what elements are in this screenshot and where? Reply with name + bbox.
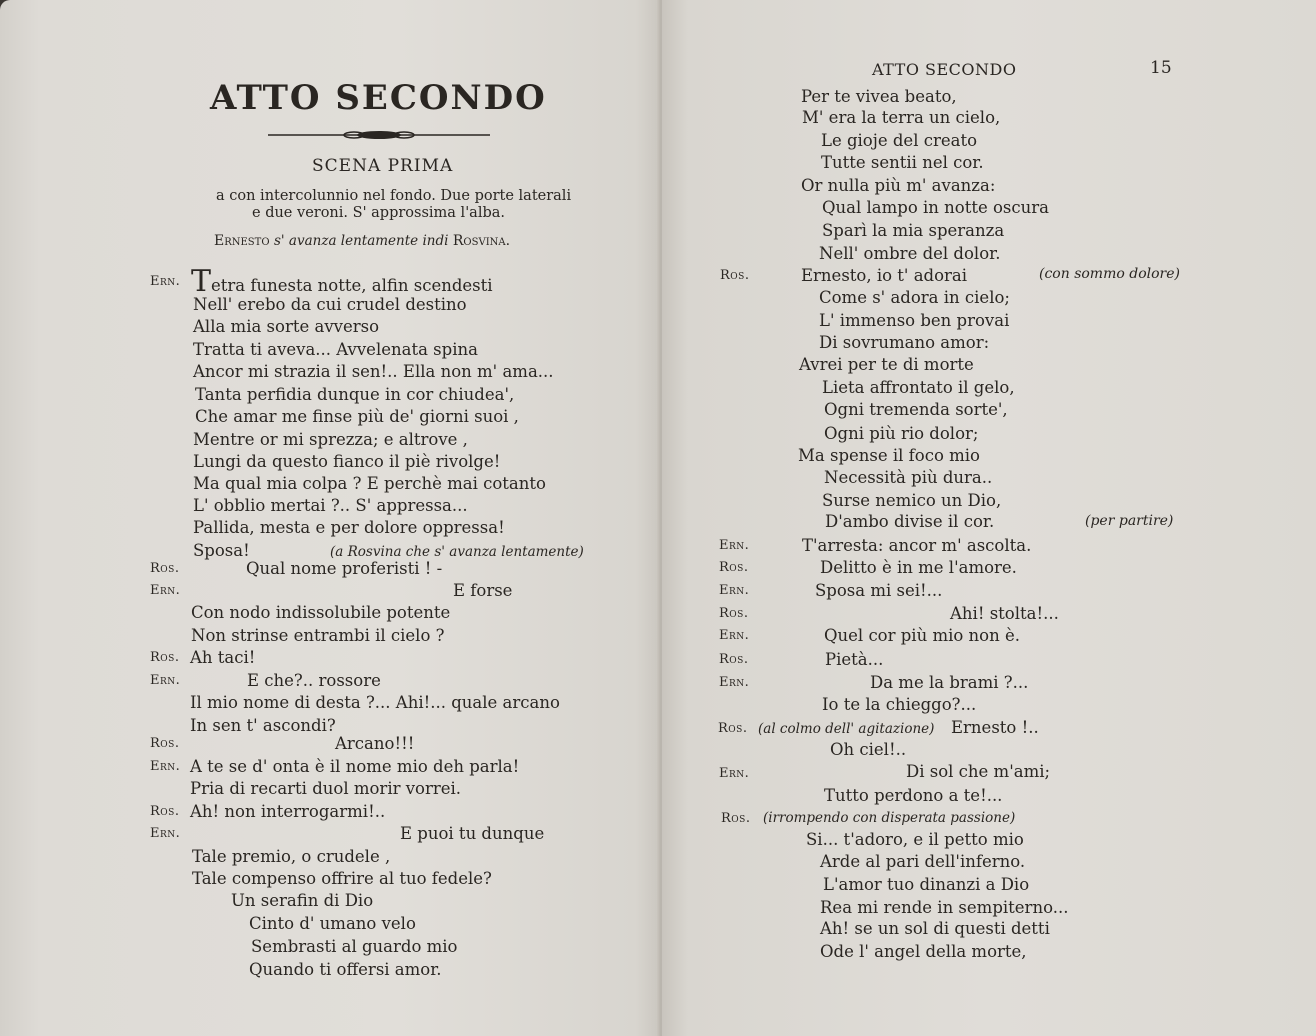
verse-line: M' era la terra un cielo, — [802, 108, 1001, 127]
setting-line: e due veroni. S' approssima l'alba. — [252, 205, 505, 221]
verse-line: Non strinse entrambi il cielo ? — [191, 626, 445, 645]
verse-line: Lieta affrontato il gelo, — [822, 378, 1015, 397]
verse-line: Il mio nome di desta ?... Ahi!... quale arcano — [190, 693, 560, 712]
verse-line: L' obblio mertai ?.. S' appressa... — [193, 496, 468, 515]
verse-line: Tanta perfidia dunque in cor chiudea', — [195, 385, 515, 404]
verse-line: Che amar me finse più de' giorni suoi , — [195, 407, 519, 426]
verse-line — [191, 264, 493, 299]
speaker-label: Ros. — [720, 268, 750, 283]
speaker-label: Ros. — [719, 652, 749, 667]
direction-text: s' avanza lentamente indi — [273, 233, 449, 249]
verse-line: E puoi tu dunque — [400, 824, 545, 843]
verse-line: Tutto perdono a te!... — [824, 786, 1003, 805]
verse-line: Mentre or mi sprezza; e altrove , — [193, 430, 468, 449]
verse-line: In sen t' ascondi? — [190, 716, 336, 735]
speaker-label: Ros. — [150, 650, 180, 665]
verse-line: D'ambo divise il cor. — [825, 512, 995, 531]
verse-line: Nell' ombre del dolor. — [819, 244, 1001, 263]
speaker-label: Ern. — [150, 274, 181, 289]
speaker-label: Ern. — [719, 583, 750, 598]
verse-line: Surse nemico un Dio, — [822, 491, 1002, 510]
act-title: ATTO SECONDO — [210, 78, 547, 118]
verse-line: Pria di recarti duol morir vorrei. — [190, 779, 462, 798]
speaker-label: Ros. — [150, 561, 180, 576]
stage-direction — [214, 231, 510, 251]
verse-line: Oh ciel!.. — [830, 740, 907, 759]
speaker-label: Ros. — [150, 736, 180, 751]
verse-line: Tale compenso offrire al tuo fedele? — [192, 869, 492, 888]
page-number: 15 — [1150, 58, 1172, 78]
right-page — [662, 0, 1316, 1036]
stage-direction: (con sommo dolore) — [1039, 266, 1180, 282]
verse-line: Di sovrumano amor: — [819, 333, 990, 352]
verse-line: Come s' adora in cielo; — [819, 288, 1010, 307]
verse-line: Tale premio, o crudele , — [192, 847, 391, 866]
speaker-label: Ern. — [719, 675, 750, 690]
verse-line: Ma qual mia colpa ? E perchè mai cotanto — [193, 474, 546, 493]
verse-line: Tutte sentii nel cor. — [821, 153, 984, 172]
ornament-divider — [268, 126, 490, 144]
verse-line: Sembrasti al guardo mio — [251, 937, 458, 956]
speaker-label: Ros. — [718, 721, 748, 736]
verse-line: Lungi da questo fianco il piè rivolge! — [193, 452, 501, 471]
speaker-label: Ern. — [150, 759, 181, 774]
speaker-label: Ros. — [150, 804, 180, 819]
verse-line: L' immenso ben provai — [819, 311, 1010, 330]
verse-line: Ode l' angel della morte, — [820, 942, 1027, 961]
speaker-label: Ros. — [721, 811, 751, 826]
verse-line: Nell' erebo da cui crudel destino — [193, 295, 467, 314]
setting-line: a con intercolunnio nel fondo. Due porte laterali — [216, 188, 572, 204]
speaker-label: Ern. — [719, 766, 750, 781]
verse-line: Ma spense il foco mio — [798, 446, 980, 465]
speaker-label: Ern. — [150, 673, 181, 688]
verse-line: Quando ti offersi amor. — [249, 960, 442, 979]
character-name: Ernesto — [214, 233, 270, 249]
verse-line: Ogni tremenda sorte', — [824, 400, 1008, 419]
verse-line: Necessità più dura.. — [824, 468, 993, 487]
verse-line: Con nodo indissolubile potente — [191, 603, 451, 622]
verse-line: Alla mia sorte avverso — [193, 317, 380, 336]
verse-line: Sparì la mia speranza — [822, 221, 1005, 240]
stage-direction: (irrompendo con disperata passione) — [763, 810, 1016, 826]
verse-line: E forse — [453, 581, 513, 600]
verse-line: Io te la chieggo?... — [822, 695, 977, 714]
verse-line: Ahi! stolta!... — [950, 604, 1059, 623]
verse-line: Ernesto, io t' adorai — [801, 266, 968, 285]
verse-line: Si... t'adoro, e il petto mio — [806, 830, 1024, 849]
verse-line: Ancor mi strazia il sen!.. Ella non m' ama... — [193, 362, 554, 381]
verse-line: Ah! se un sol di questi detti — [820, 919, 1050, 938]
verse-line: Qual lampo in notte oscura — [822, 198, 1049, 217]
verse-line: Delitto è in me l'amore. — [820, 558, 1017, 577]
speaker-label: Ern. — [719, 628, 750, 643]
verse-line: Rea mi rende in sempiterno... — [820, 898, 1069, 917]
verse-line: Sposa! — [193, 541, 250, 560]
verse-line: Quel cor più mio non è. — [824, 626, 1021, 645]
verse-line: T'arresta: ancor m' ascolta. — [802, 536, 1032, 555]
verse-line: Da me la brami ?... — [870, 673, 1029, 692]
verse-line: Arde al pari dell'inferno. — [820, 852, 1026, 871]
verse-line: A te se d' onta è il nome mio deh parla! — [190, 757, 520, 776]
verse-line: E che?.. rossore — [247, 671, 381, 690]
verse-text: etra funesta notte, alfin scendesti — [211, 276, 493, 295]
verse-line: Pallida, mesta e per dolore oppressa! — [193, 518, 505, 537]
stage-direction: (al colmo dell' agitazione) — [758, 721, 935, 737]
verse-line: Sposa mi sei!... — [815, 581, 943, 600]
drop-cap: T — [191, 264, 212, 299]
stage-direction: (per partire) — [1085, 513, 1174, 529]
verse-line: Le gioje del creato — [821, 131, 978, 150]
verse-line: Tratta ti aveva... Avvelenata spina — [193, 340, 478, 359]
verse-line: L'amor tuo dinanzi a Dio — [823, 875, 1030, 894]
verse-line: Di sol che m'ami; — [906, 762, 1051, 781]
verse-line: Pietà... — [825, 650, 884, 669]
verse-line: Ah! non interrogarmi!.. — [190, 802, 386, 821]
verse-line: Per te vivea beato, — [801, 87, 957, 106]
verse-line: Un serafin di Dio — [231, 891, 374, 910]
speaker-label: Ros. — [719, 606, 749, 621]
running-header: ATTO SECONDO — [872, 60, 1017, 79]
speaker-label: Ros. — [719, 560, 749, 575]
verse-line: Ogni più rio dolor; — [824, 424, 979, 443]
stage-direction: (a Rosvina che s' avanza lentamente) — [330, 544, 584, 560]
speaker-label: Ern. — [150, 826, 181, 841]
speaker-label: Ern. — [719, 538, 750, 553]
verse-line: Ah taci! — [190, 648, 256, 667]
scene-title: SCENA PRIMA — [312, 156, 454, 176]
verse-line: Or nulla più m' avanza: — [801, 176, 996, 195]
verse-line: Qual nome proferisti ! - — [246, 559, 443, 578]
verse-line: Ernesto !.. — [951, 718, 1039, 737]
speaker-label: Ern. — [150, 583, 181, 598]
verse-line: Avrei per te di morte — [799, 355, 974, 374]
verse-line: Arcano!!! — [335, 734, 415, 753]
verse-line: Cinto d' umano velo — [249, 914, 416, 933]
character-name: Rosvina. — [452, 233, 511, 249]
